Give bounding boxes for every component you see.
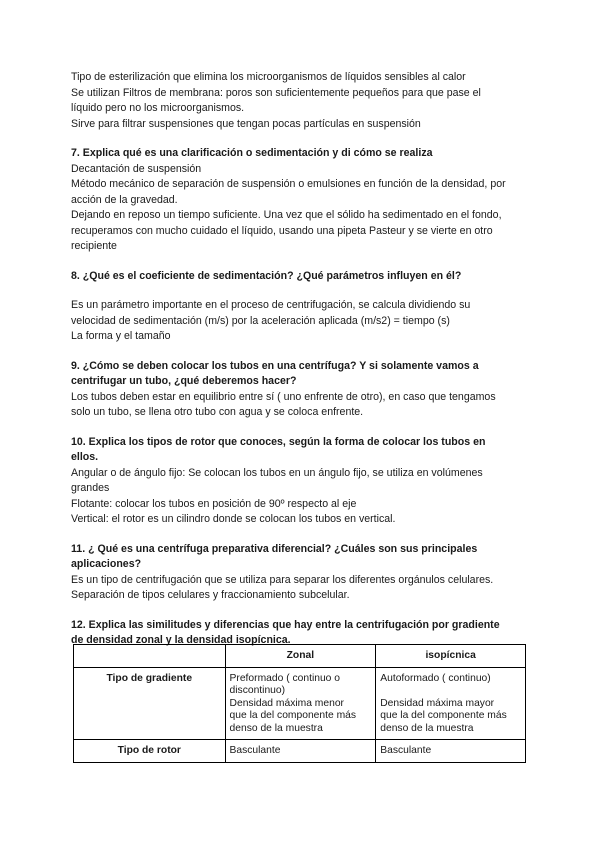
answer-8-line: velocidad de sedimentación (m/s) por la aceleración aplicada (m/s2) = tiempo (s) — [71, 314, 450, 327]
answer-8-line: Es un parámetro importante en el proceso de centrifugación, se calcula dividiendo su — [71, 299, 471, 311]
cell-text: Densidad máxima mayor — [380, 697, 495, 709]
intro-line: Sirve para filtrar suspensiones que tengan pocas partículas en suspensión — [71, 117, 421, 130]
answer-7-line: Decantación de suspensión — [71, 162, 202, 175]
question-7-title: 7. Explica qué es una clarificación o sedimentación y di cómo se realiza — [71, 147, 433, 159]
question-9-title: centrifugar un tubo, ¿qué deberemos hacer? — [71, 375, 297, 387]
answer-7-line: Dejando en reposo un tiempo suficiente. Una vez que el sólido ha sedimentado en el fondo, — [71, 209, 502, 221]
cell-text: Densidad máxima menor — [229, 697, 344, 709]
answer-10-line: Angular o de ángulo fijo: Se colocan los tubos en un ángulo fijo, se utiliza en volúmenes — [71, 466, 483, 479]
table-header-empty — [74, 645, 226, 668]
cell-text: que la del componente más — [229, 710, 357, 721]
table-row — [74, 740, 526, 763]
intro-line: Se utilizan Filtros de membrana: poros son suficientemente pequeños para que pase el — [71, 86, 481, 99]
question-10-title: ellos. — [71, 451, 99, 463]
answer-8-line: La forma y el tamaño — [71, 330, 171, 342]
cell-text: denso de la muestra — [380, 722, 474, 734]
table-header-zonal: Zonal — [225, 645, 376, 668]
cell-text: Preformado ( continuo o — [229, 672, 340, 684]
cell-text: Autoformado ( continuo) — [380, 672, 491, 684]
row-label-gradiente: Tipo de gradiente — [74, 667, 226, 740]
cell-text: que la del componente más — [380, 710, 507, 721]
answer-11-line: Separación de tipos celulares y fraccionamiento subcelular. — [71, 589, 350, 601]
cell-iso-rotor: Basculante — [376, 740, 526, 763]
intro-line: Tipo de esterilización que elimina los microorganismos de líquidos sensibles al calor — [71, 71, 466, 83]
table-header-row — [74, 645, 526, 668]
cell-text: denso de la muestra — [229, 722, 323, 734]
answer-7-line: recipiente — [71, 240, 117, 252]
answer-9-line: Los tubos deben estar en equilibrio entre sí ( uno enfrente de otro), en caso que tengamos — [71, 390, 496, 403]
answer-9-line: solo un tubo, se llena otro tubo con agua y se coloca enfrente. — [71, 406, 364, 418]
cell-zonal-rotor: Basculante — [225, 740, 376, 763]
document-body — [71, 70, 531, 649]
cell-iso-gradiente — [376, 667, 526, 740]
comparison-table — [73, 644, 526, 763]
answer-7-line: acción de la gravedad. — [71, 193, 178, 206]
question-12-title: de densidad zonal y la densidad isopícnica. — [71, 634, 291, 646]
question-8-title: 8. ¿Qué es el coeficiente de sedimentación? ¿Qué parámetros influyen en él? — [71, 269, 462, 282]
answer-10-line: Flotante: colocar los tubos en posición de 90º respecto al eje — [71, 497, 357, 510]
cell-zonal-gradiente — [225, 667, 376, 740]
answer-10-line: Vertical: el rotor es un cilindro donde se colocan los tubos en vertical. — [71, 513, 396, 525]
answer-10-line: grandes — [71, 482, 110, 494]
row-label-rotor: Tipo de rotor — [74, 740, 226, 763]
question-10-title: 10. Explica los tipos de rotor que conoces, según la forma de colocar los tubos en — [71, 435, 486, 448]
question-11-title: 11. ¿ Qué es una centrífuga preparativa diferencial? ¿Cuáles son sus principales — [71, 542, 478, 555]
table-header-isopicnica: isopícnica — [376, 645, 526, 668]
table-row — [74, 667, 526, 740]
question-9-title: 9. ¿Cómo se deben colocar los tubos en una centrífuga? Y si solamente vamos a — [71, 359, 479, 372]
question-12-title: 12. Explica las similitudes y diferencias que hay entre la centrifugación por gradiente — [71, 618, 500, 631]
question-11-title: aplicaciones? — [71, 558, 142, 570]
cell-text: discontinuo) — [229, 685, 286, 696]
answer-7-line: Método mecánico de separación de suspensión o emulsiones en función de la densidad, por — [71, 178, 506, 190]
intro-line: líquido pero no los microorganismos. — [71, 102, 245, 114]
answer-11-line: Es un tipo de centrifugación que se utiliza para separar los diferentes orgánulos celulares. — [71, 573, 494, 586]
answer-7-line: recuperamos con mucho cuidado el líquido, usando una pipeta Pasteur y se vierte en otro — [71, 224, 493, 237]
